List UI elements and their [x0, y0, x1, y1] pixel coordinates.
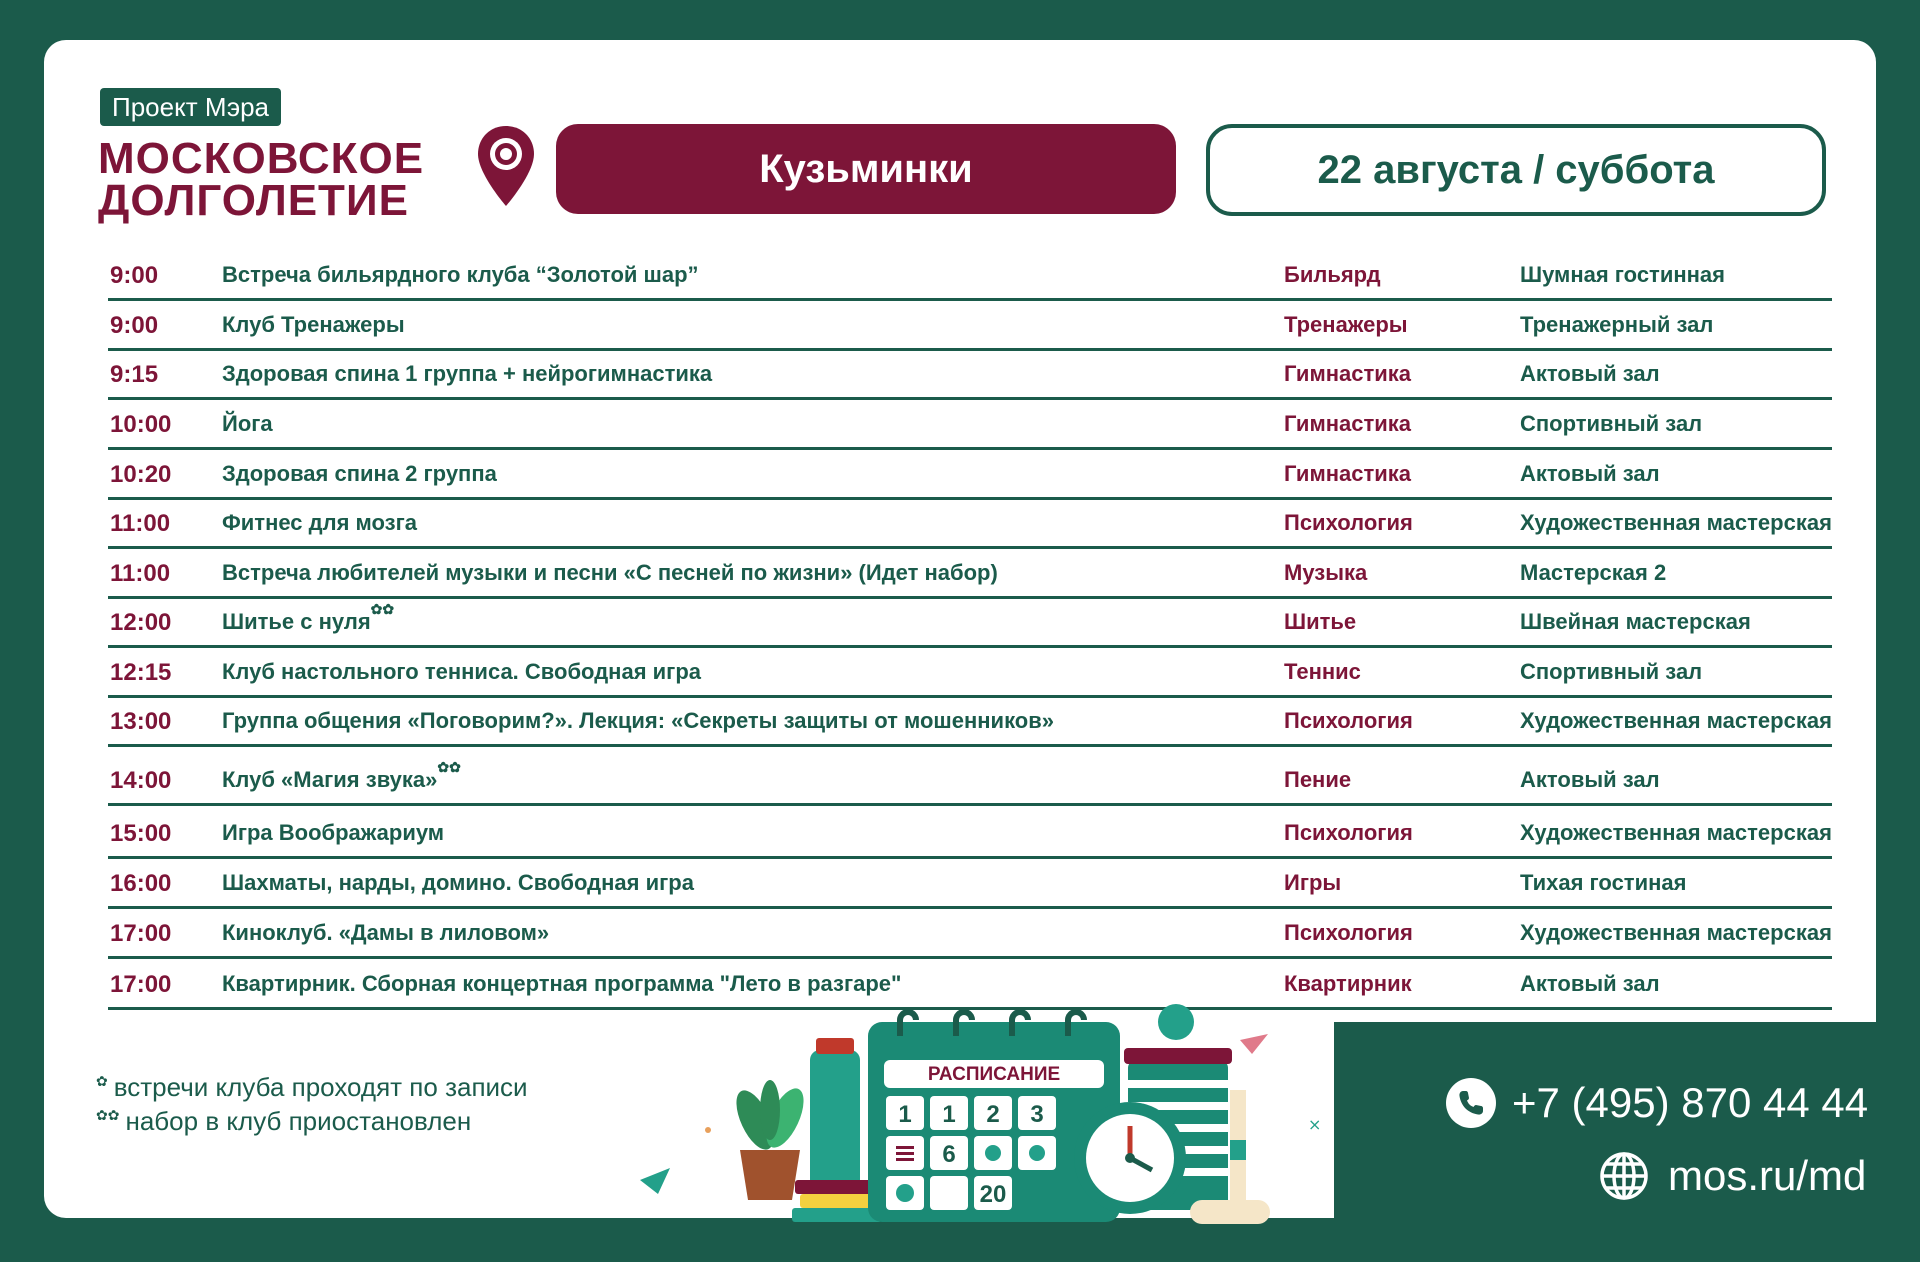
row-time: 17:00 [110, 920, 172, 947]
row-title: Клуб Тренажеры [222, 312, 405, 337]
row-title: Йога [222, 411, 273, 436]
row-category: Музыка [1284, 560, 1368, 585]
schedule-row [108, 500, 1832, 549]
schedule-illustration [700, 990, 1322, 1230]
row-title: Киноклуб. «Дамы в лиловом» [222, 920, 550, 945]
row-time: 14:00 [110, 767, 172, 794]
row-time: 9:15 [110, 361, 159, 388]
row-title: Шахматы, нарды, домино. Свободная игра [222, 870, 694, 895]
row-category: Психология [1284, 820, 1413, 845]
schedule-row [108, 648, 1832, 698]
map-pin-icon [476, 124, 536, 208]
schedule-row [108, 806, 1832, 859]
row-mark: ✿✿ [370, 601, 395, 617]
row-time: 11:00 [110, 560, 171, 587]
row-category: Шитье [1284, 609, 1357, 634]
date-pill: 22 августа / суббота [1206, 124, 1826, 216]
note-2 [96, 1106, 471, 1137]
svg-text:×: × [1308, 1115, 1322, 1134]
calendar-cell-2: 1 [942, 1101, 956, 1128]
schedule-row [108, 698, 1832, 747]
schedule-row [108, 252, 1832, 301]
row-time: 11:00 [110, 510, 171, 537]
row-category: Тренажеры [1284, 312, 1408, 337]
row-room: Спортивный зал [1520, 659, 1703, 684]
phone-contact [1446, 1078, 1868, 1128]
calendar-cell-3: 2 [986, 1101, 1000, 1128]
project-tag: Проект Мэра [100, 88, 281, 126]
row-time: 15:00 [110, 820, 172, 847]
note-1-mark: ✿ [96, 1073, 108, 1089]
row-time: 16:00 [110, 870, 172, 897]
row-time: 9:00 [110, 262, 159, 289]
row-category: Гимнастика [1284, 411, 1412, 436]
globe-icon [1598, 1150, 1650, 1202]
schedule-row [108, 859, 1832, 909]
schedule-row [108, 400, 1832, 450]
row-title: Игра Воображариум [222, 820, 445, 845]
row-category: Психология [1284, 510, 1413, 535]
calendar-cell-1: 1 [898, 1101, 912, 1128]
row-title: Клуб настольного тенниса. Свободная игра [222, 659, 702, 684]
row-category: Пение [1284, 767, 1352, 792]
note-1-text: встречи клуба проходят по записи [113, 1072, 528, 1102]
logo-line-1: МОСКОВСКОЕ [98, 134, 425, 183]
row-title: Встреча бильярдного клуба “Золотой шар” [222, 262, 699, 287]
note-2-mark: ✿✿ [96, 1107, 120, 1123]
logo-line-2: ДОЛГОЛЕТИЕ [98, 176, 409, 225]
row-room: Актовый зал [1520, 361, 1660, 386]
row-time: 9:00 [110, 312, 159, 339]
row-title: Фитнес для мозга [222, 510, 418, 535]
schedule-row [108, 301, 1832, 351]
row-room: Швейная мастерская [1520, 609, 1751, 634]
row-category: Гимнастика [1284, 461, 1412, 486]
row-category: Бильярд [1284, 262, 1381, 287]
row-room: Спортивный зал [1520, 411, 1703, 436]
row-room: Тренажерный зал [1520, 312, 1714, 337]
row-time: 12:00 [110, 609, 172, 636]
row-room: Актовый зал [1520, 767, 1660, 792]
row-room: Шумная гостинная [1520, 262, 1726, 287]
website-contact [1598, 1150, 1866, 1202]
row-category: Психология [1284, 708, 1413, 733]
row-room: Художественная мастерская [1520, 920, 1832, 945]
row-time: 10:00 [110, 411, 172, 438]
row-mark: ✿✿ [437, 759, 461, 775]
phone-number[interactable]: +7 (495) 870 44 44 [1512, 1079, 1869, 1126]
row-category: Теннис [1284, 659, 1361, 684]
schedule-row [108, 599, 1832, 648]
schedule-row [108, 549, 1832, 599]
schedule-table [108, 252, 1832, 1010]
note-2-text: набор в клуб приостановлен [125, 1106, 472, 1136]
calendar-label: РАСПИСАНИЕ [927, 1064, 1061, 1085]
row-title: Группа общения «Поговорим?». Лекция: «Секреты защиты от мошенников» [222, 708, 1055, 733]
calendar-cell-5: 6 [942, 1141, 956, 1168]
row-room: Художественная мастерская [1520, 820, 1832, 845]
note-1 [96, 1072, 528, 1103]
row-room: Тихая гостиная [1520, 870, 1687, 895]
row-title: Квартирник. Сборная концертная программа "Лето в разгаре" [222, 971, 902, 996]
schedule-row [108, 351, 1832, 400]
calendar-cell-4: 3 [1030, 1101, 1044, 1128]
row-category: Квартирник [1284, 971, 1412, 996]
row-title: Клуб «Магия звука» ✿✿ [222, 759, 461, 792]
row-category: Психология [1284, 920, 1413, 945]
schedule-row [108, 747, 1832, 806]
phone-icon [1446, 1078, 1496, 1128]
row-title: Здоровая спина 1 группа + нейрогимнастика [222, 361, 713, 386]
location-pill: Кузьминки [556, 124, 1176, 214]
row-room: Актовый зал [1520, 971, 1660, 996]
calendar-cell-6: 20 [979, 1181, 1007, 1208]
row-time: 17:00 [110, 971, 172, 998]
row-title: Шитье с нуля ✿✿ [222, 601, 395, 634]
schedule-row [108, 450, 1832, 500]
row-time: 13:00 [110, 708, 172, 735]
row-room: Художественная мастерская [1520, 510, 1832, 535]
row-category: Игры [1284, 870, 1342, 895]
website-link[interactable]: mos.ru/md [1668, 1152, 1867, 1199]
row-category: Гимнастика [1284, 361, 1412, 386]
row-time: 10:20 [110, 461, 172, 488]
row-room: Мастерская 2 [1520, 560, 1667, 585]
row-room: Актовый зал [1520, 461, 1660, 486]
row-room: Художественная мастерская [1520, 708, 1832, 733]
row-title: Встреча любителей музыки и песни «С песней по жизни» (Идет набор) [222, 560, 998, 585]
schedule-row [108, 909, 1832, 959]
row-time: 12:15 [110, 659, 172, 686]
row-title: Здоровая спина 2 группа [222, 461, 497, 486]
